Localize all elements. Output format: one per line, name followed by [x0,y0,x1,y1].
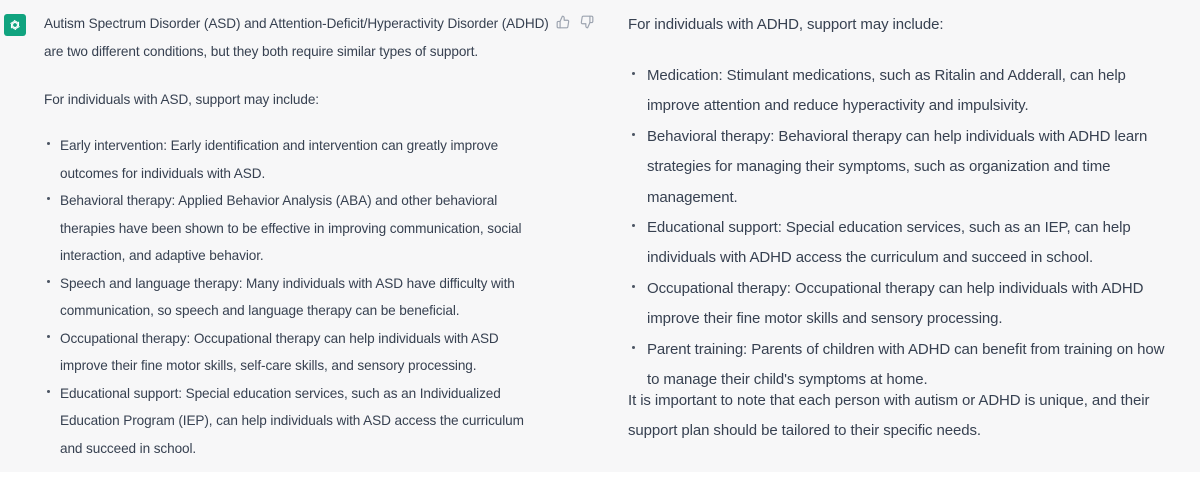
asd-support-heading: For individuals with ASD, support may include: [44,92,319,107]
assistant-message-left [0,0,596,472]
thumbs-up-icon[interactable] [556,15,570,29]
list-item: Educational support: Special education services, such as an IEP, can help individuals with ADHD access the curriculum and succeed in school. [628,213,1178,274]
list-item: Medication: Stimulant medications, such as Ritalin and Adderall, can help improve attention and reduce hyperactivity and impulsivity. [628,61,1178,122]
asd-support-list [44,132,544,462]
list-item: Behavioral therapy: Applied Behavior Analysis (ABA) and other behavioral therapies have been shown to be effective in improving communication, social interaction, and adaptive behavior. [44,187,544,270]
thumbs-down-icon[interactable] [580,15,594,29]
list-item: Educational support: Special education services, such as an Individualized Education Program (IEP), can help individuals with ASD access the curriculum and succeed in school. [44,380,544,463]
list-item: Speech and language therapy: Many individuals with ASD have difficulty with communication, so speech and language therapy can be beneficial. [44,270,544,325]
assistant-message-right [596,0,1200,472]
list-item: Occupational therapy: Occupational therapy can help individuals with ASD improve their fine motor skills, self-care skills, and sensory processing. [44,325,544,380]
closing-paragraph: It is important to note that each person with autism or ADHD is unique, and their support plan should be tailored to their specific needs. [628,392,1150,440]
openai-logo-icon [4,14,26,36]
list-item: Behavioral therapy: Behavioral therapy can help individuals with ADHD learn strategies for managing their symptoms, such as organization and time management. [628,122,1178,213]
list-item: Parent training: Parents of children with ADHD can benefit from training on how to manage their child's symptoms at home. [628,335,1178,396]
adhd-support-heading: For individuals with ADHD, support may include: [628,16,944,33]
list-item: Early intervention: Early identification and intervention can greatly improve outcomes for individuals with ASD. [44,132,544,187]
list-item: Occupational therapy: Occupational therapy can help individuals with ADHD improve their fine motor skills and sensory processing. [628,274,1178,335]
feedback-buttons [556,15,594,29]
message-intro: Autism Spectrum Disorder (ASD) and Attention-Deficit/Hyperactivity Disorder (ADHD) are two different conditions, but they both require similar types of support. [44,16,549,59]
adhd-support-list [628,61,1178,395]
